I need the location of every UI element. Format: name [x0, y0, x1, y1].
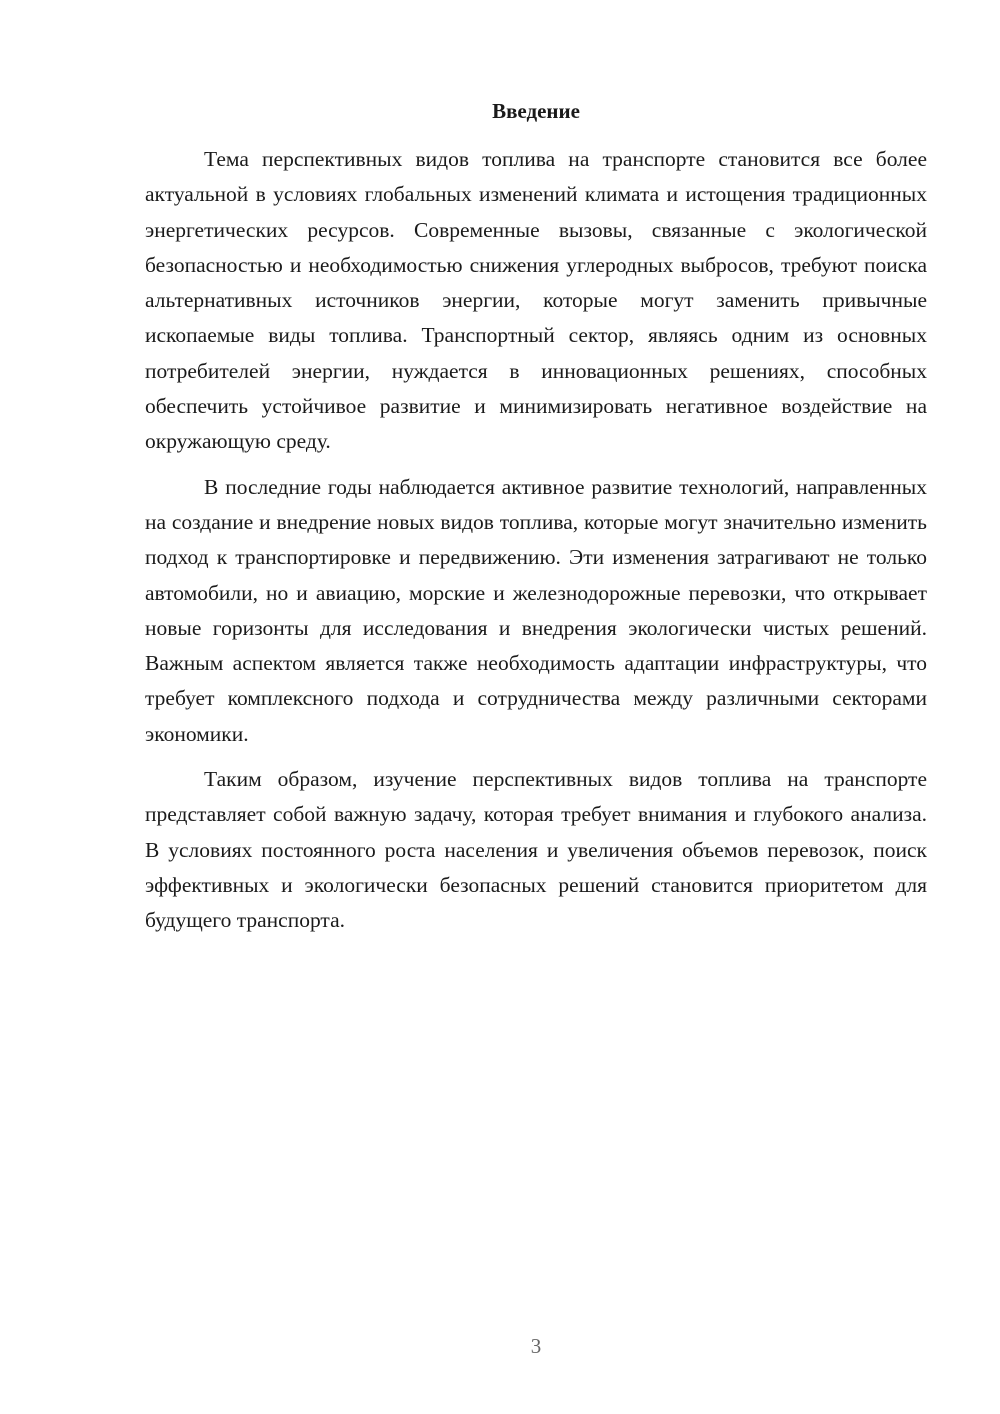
paragraph-3: Таким образом, изучение перспективных видов топлива на транспорте представляет собой важную задачу, которая требует внимания и глубокого анализа. В условиях постоянного роста населения и увеличения объемов перевозок, поиск эффективных и экологически безопасных решений становится приоритетом для будущего транспорта.	[145, 767, 927, 933]
page-number: 3	[530, 1334, 542, 1358]
paragraph-2: В последние годы наблюдается активное развитие технологий, направленных на создание и внедрение новых видов топлива, которые могут значительно изменить подход к транспортировке и передвижению. Эти изменения затрагивают не только автомобили, но и авиацию, морские и железнодорожные перевозки, что открывает новые горизонты для исследования и внедрения экологически чистых решений. Важным аспектом является также необходимость адаптации инфраструктуры, что требует комплексного подхода и сотрудничества между различными секторами экономики.	[145, 474, 927, 746]
section-heading: Введение	[492, 99, 580, 123]
paragraph-1: Тема перспективных видов топлива на транспорте становится все более актуальной в условиях глобальных изменений климата и истощения традиционных энергетических ресурсов. Современные вызовы, связанные с экологической безопасностью и необходимостью снижения углеродных выбросов, требуют поиска альтернативных источников энергии, которые могут заменить привычные ископаемые виды топлива. Транспортный сектор, являясь одним из основных потребителей энергии, нуждается в инновационных решениях, способных обеспечить устойчивое развитие и минимизировать негативное воздействие на окружающую среду.	[145, 147, 927, 454]
body-text	[145, 142, 927, 939]
